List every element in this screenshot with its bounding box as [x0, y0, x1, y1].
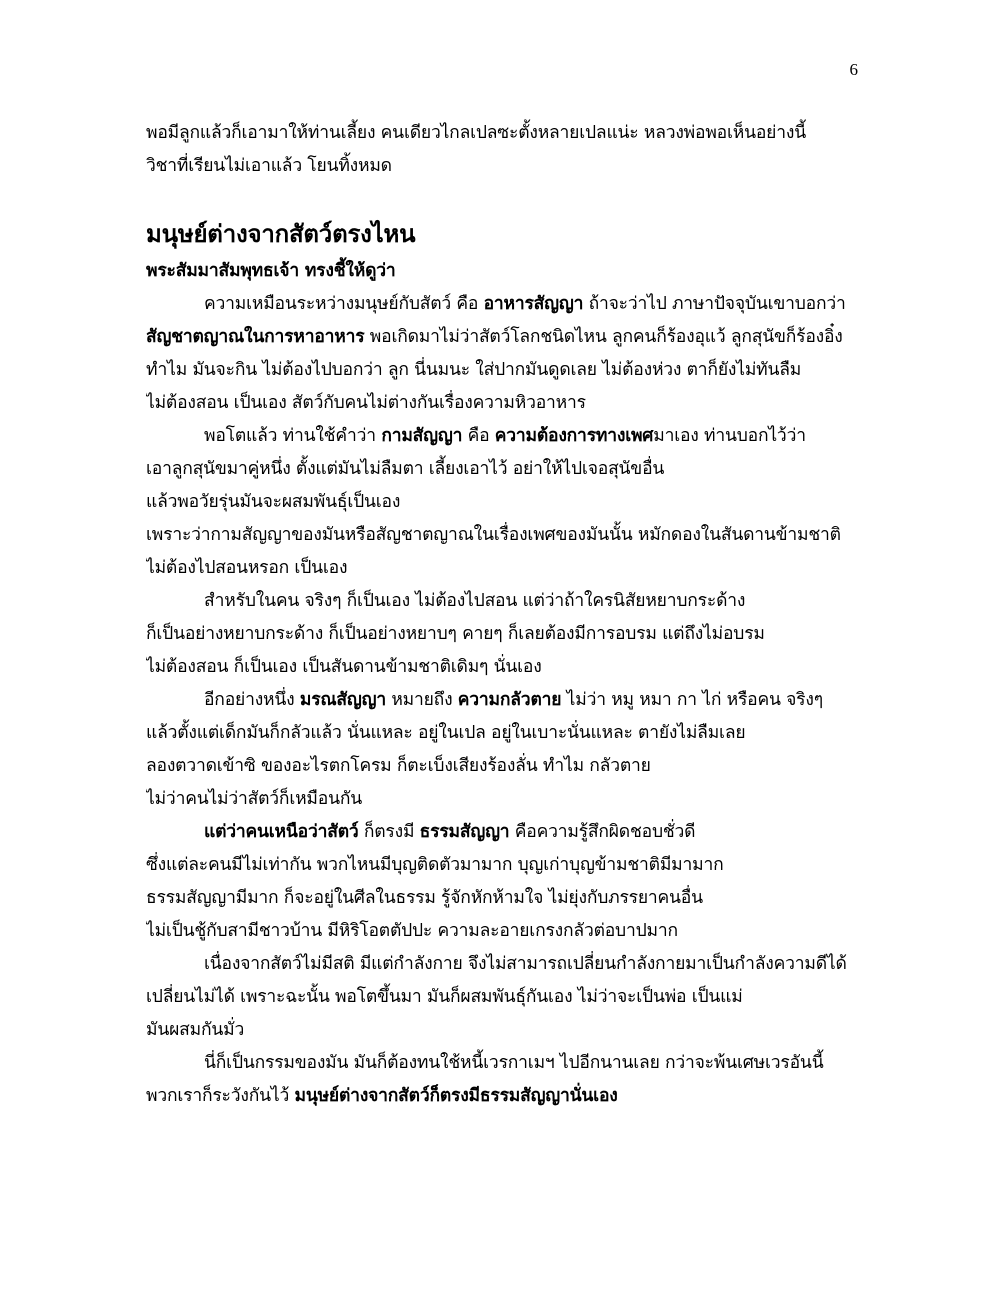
paragraph-line: อีกอย่างหนึ่ง มรณสัญญา หมายถึง ความกลัวตาย ไม่ว่า หมู หมา กา ไก่ หรือคน จริงๆ: [204, 690, 823, 710]
paragraph-line: ทำไม มันจะกิน ไม่ต้องไปบอกว่า ลูก นี่นมนะ ใส่ปากมันดูดเลย ไม่ต้องห่วง ตาก็ยังไม่ทันลืม: [146, 360, 802, 380]
paragraph-line: นี่ก็เป็นกรรมของมัน มันก็ต้องทนใช้หนี้เวรกาเมฯ ไปอีกนานเลย กว่าจะพ้นเศษเวรอันนี้: [204, 1053, 824, 1073]
paragraph-line: ไม่ต้องสอน ก็เป็นเอง เป็นสันดานข้ามชาติเดิมๆ นั่นเอง: [146, 657, 542, 677]
bold-term: มรณสัญญา: [299, 690, 386, 710]
paragraph-line: เพราะว่ากามสัญญาของมันหรือสัญชาตญาณในเรื่องเพศของมันนั้น หมักดองในสันดานข้ามชาติ: [146, 525, 841, 545]
page-content: [146, 117, 866, 1113]
paragraph-line: พวกเราก็ระวังกันไว้ มนุษย์ต่างจากสัตว์ก็ตรงมีธรรมสัญญานั่นเอง: [146, 1086, 618, 1106]
paragraph-line: แล้วพอวัยรุ่นมันจะผสมพันธุ์เป็นเอง: [146, 492, 401, 512]
intro-line: พอมีลูกแล้วก็เอามาให้ท่านเลี้ยง คนเดียวไกลเปลซะตั้งหลายเปลแน่ะ หลวงพ่อพอเห็นอย่างนี้: [146, 123, 806, 143]
bold-term: อาหารสัญญา: [483, 294, 584, 314]
paragraph-line: ก็เป็นอย่างหยาบกระด้าง ก็เป็นอย่างหยาบๆ คายๆ ก็เลยต้องมีการอบรม แต่ถึงไม่อบรม: [146, 624, 765, 644]
paragraph-line: ไม่ต้องสอน เป็นเอง สัตว์กับคนไม่ต่างกันเรื่องความหิวอาหาร: [146, 393, 586, 413]
paragraph-line: สำหรับในคน จริงๆ ก็เป็นเอง ไม่ต้องไปสอน แต่ว่าถ้าใครนิสัยหยาบกระด้าง: [204, 591, 746, 611]
bold-term: แต่ว่าคนเหนือว่าสัตว์: [204, 822, 359, 842]
paragraph-line: ลองตวาดเข้าซิ ของอะไรตกโครม ก็ตะเบ็งเสียงร้องลั่น ทำไม กลัวตาย: [146, 756, 651, 776]
bold-term: ธรรมสัญญา: [419, 822, 510, 842]
paragraph-line: เปลี่ยนไม่ได้ เพราะฉะนั้น พอโตขึ้นมา มันก็ผสมพันธุ์กันเอง ไม่ว่าจะเป็นพ่อ เป็นแม่: [146, 987, 743, 1007]
section-subheading: พระสัมมาสัมพุทธเจ้า ทรงชี้ให้ดูว่า: [146, 261, 396, 281]
paragraph-line: ซึ่งแต่ละคนมีไม่เท่ากัน พวกไหนมีบุญติดตัวมามาก บุญเก่าบุญข้ามชาติมีมามาก: [146, 855, 724, 875]
bold-term: สัญชาตญาณในการหาอาหาร: [146, 327, 365, 347]
bold-conclusion: มนุษย์ต่างจากสัตว์ก็ตรงมีธรรมสัญญานั่นเอง: [294, 1086, 618, 1106]
paragraph-line: ความเหมือนระหว่างมนุษย์กับสัตว์ คือ อาหารสัญญา ถ้าจะว่าไป ภาษาปัจจุบันเขาบอกว่า: [204, 294, 846, 314]
bold-term: กามสัญญา: [381, 426, 463, 446]
paragraph-line: ไม่เป็นชู้กับสามีชาวบ้าน มีหิริโอตตัปปะ ความละอายเกรงกลัวต่อบาปมาก: [146, 921, 678, 941]
section-heading: มนุษย์ต่างจากสัตว์ตรงไหน: [146, 219, 416, 248]
paragraph-line: แต่ว่าคนเหนือว่าสัตว์ ก็ตรงมี ธรรมสัญญา คือความรู้สึกผิดชอบชั่วดี: [204, 822, 696, 842]
paragraph-line: ธรรมสัญญามีมาก ก็จะอยู่ในศีลในธรรม รู้จักหักห้ามใจ ไม่ยุ่งกับภรรยาคนอื่น: [146, 888, 703, 908]
paragraph-line: พอโตแล้ว ท่านใช้คำว่า กามสัญญา คือ ความต้องการทางเพศมาเอง ท่านบอกไว้ว่า: [204, 426, 806, 446]
paragraph-line: สัญชาตญาณในการหาอาหาร พอเกิดมาไม่ว่าสัตว์โลกชนิดไหน ลูกคนก็ร้องอุแว้ ลูกสุนัขก็ร้องอิ๋ง: [146, 327, 843, 347]
paragraph-line: เอาลูกสุนัขมาคู่หนึ่ง ตั้งแต่มันไม่ลืมตา เลี้ยงเอาไว้ อย่าให้ไปเจอสุนัขอื่น: [146, 459, 665, 479]
bold-term: ความต้องการทางเพศ: [494, 426, 654, 446]
page-number: 6: [849, 60, 858, 79]
intro-line: วิชาที่เรียนไม่เอาแล้ว โยนทิ้งหมด: [146, 156, 392, 176]
bold-term: ความกลัวตาย: [457, 690, 562, 710]
paragraph-line: เนื่องจากสัตว์ไม่มีสติ มีแต่กำลังกาย จึงไม่สามารถเปลี่ยนกำลังกายมาเป็นกำลังความดีได้: [204, 954, 847, 974]
paragraph-line: ไม่ต้องไปสอนหรอก เป็นเอง: [146, 558, 348, 578]
paragraph-line: มันผสมกันมั่ว: [146, 1020, 245, 1040]
paragraph-line: ไม่ว่าคนไม่ว่าสัตว์ก็เหมือนกัน: [146, 789, 363, 809]
paragraph-line: แล้วตั้งแต่เด็กมันก็กลัวแล้ว นั่นแหละ อยู่ในเปล อยู่ในเบาะนั่นแหละ ตายังไม่ลืมเลย: [146, 723, 746, 743]
